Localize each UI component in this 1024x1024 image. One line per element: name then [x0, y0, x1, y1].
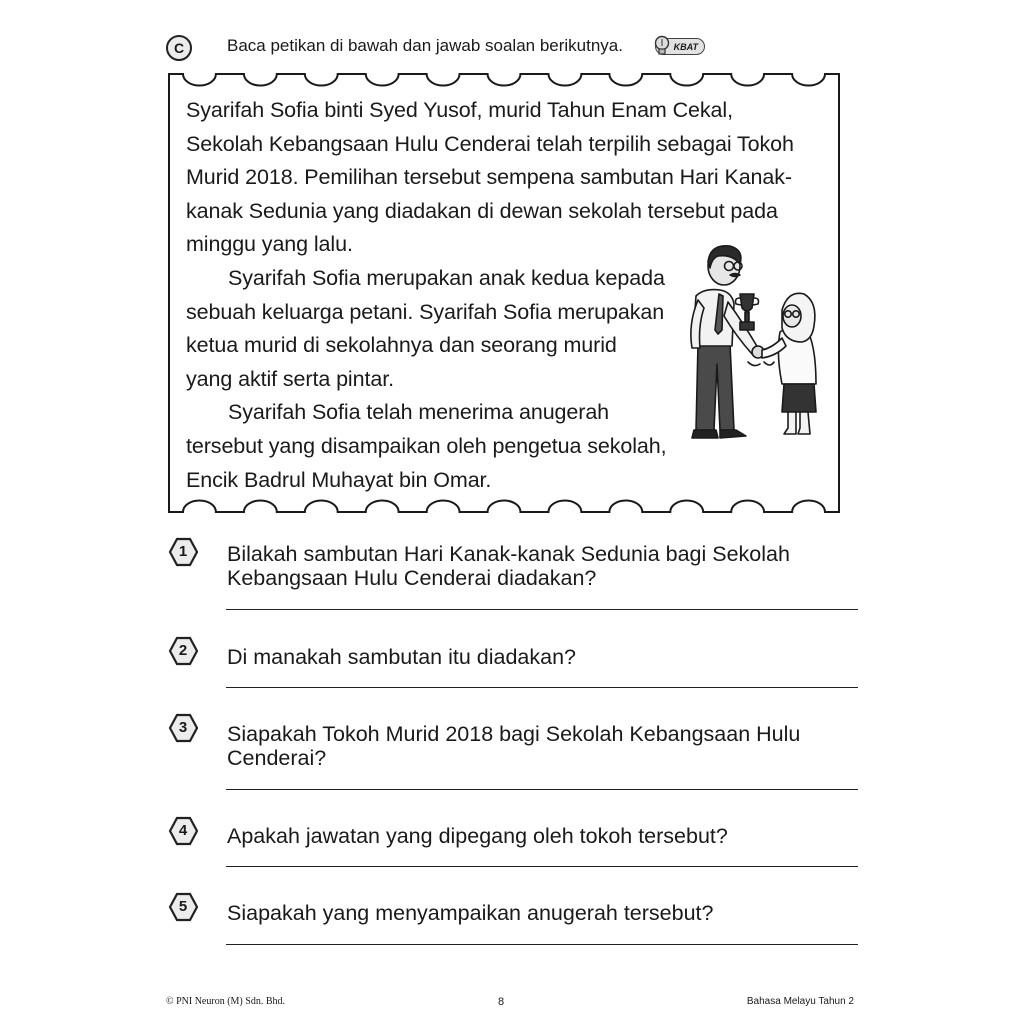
passage-line: tersebut yang disampaikan oleh pengetua sekolah, [186, 433, 667, 458]
answer-line[interactable] [226, 789, 858, 790]
passage-line: ketua murid di sekolahnya dan seorang murid [186, 333, 617, 358]
passage-line: Murid 2018. Pemilihan tersebut sempena sambutan Hari Kanak- [186, 165, 792, 190]
question-line: Bilakah sambutan Hari Kanak-kanak Sedunia bagi Sekolah [227, 542, 790, 566]
question-number-badge [168, 892, 198, 922]
question-number-badge [168, 816, 198, 846]
question-number: 3 [178, 719, 188, 736]
answer-line[interactable] [226, 866, 858, 867]
award-illustration [684, 244, 834, 444]
question-line: Apakah jawatan yang dipegang oleh tokoh tersebut? [227, 824, 728, 848]
question-text [227, 645, 867, 669]
question-number: 2 [178, 642, 188, 659]
passage-line: Syarifah Sofia merupakan anak kedua kepada [228, 265, 665, 290]
passage-line: Syarifah Sofia telah menerima anugerah [228, 400, 610, 425]
question-text [227, 824, 867, 848]
kbat-badge [655, 38, 705, 55]
question-line: Siapakah yang menyampaikan anugerah tersebut? [227, 901, 714, 925]
question-number: 4 [178, 822, 188, 839]
footer-publisher: © PNI Neuron (M) Sdn. Bhd. [166, 996, 285, 1007]
passage-line: Encik Badrul Muhayat bin Omar. [186, 467, 492, 492]
passage-line: Sekolah Kebangsaan Hulu Cenderai telah terpilih sebagai Tokoh [186, 131, 794, 156]
section-instruction: Baca petikan di bawah dan jawab soalan berikutnya. [227, 36, 623, 55]
answer-line[interactable] [226, 944, 858, 945]
question-number-badge [168, 713, 198, 743]
answer-line[interactable] [226, 609, 858, 610]
question-line: Kebangsaan Hulu Cenderai diadakan? [227, 566, 597, 590]
page-number: 8 [498, 996, 505, 1008]
question-text [227, 542, 867, 590]
question-line: Di manakah sambutan itu diadakan? [227, 645, 576, 669]
passage-line: kanak Sedunia yang diadakan di dewan sekolah tersebut pada [186, 198, 778, 223]
kbat-label: KBAT [673, 42, 698, 52]
question-number: 5 [178, 898, 188, 915]
passage-line: Syarifah Sofia binti Syed Yusof, murid Tahun Enam Cekal, [186, 98, 733, 122]
footer-book-title: Bahasa Melayu Tahun 2 [746, 996, 854, 1007]
lightbulb-icon [654, 35, 672, 57]
question-number-badge [168, 636, 198, 666]
question-number: 1 [178, 543, 188, 560]
passage-line: yang aktif serta pintar. [186, 366, 394, 391]
passage-line: minggu yang lalu. [186, 232, 353, 257]
question-line: Cenderai? [227, 746, 327, 770]
question-line: Siapakah Tokoh Murid 2018 bagi Sekolah Kebangsaan Hulu [227, 722, 801, 746]
section-letter-badge: C [166, 35, 192, 61]
question-text [227, 901, 867, 925]
passage-line: sebuah keluarga petani. Syarifah Sofia merupakan [186, 299, 665, 324]
question-text [227, 722, 867, 770]
answer-line[interactable] [226, 687, 858, 688]
question-number-badge [168, 537, 198, 567]
